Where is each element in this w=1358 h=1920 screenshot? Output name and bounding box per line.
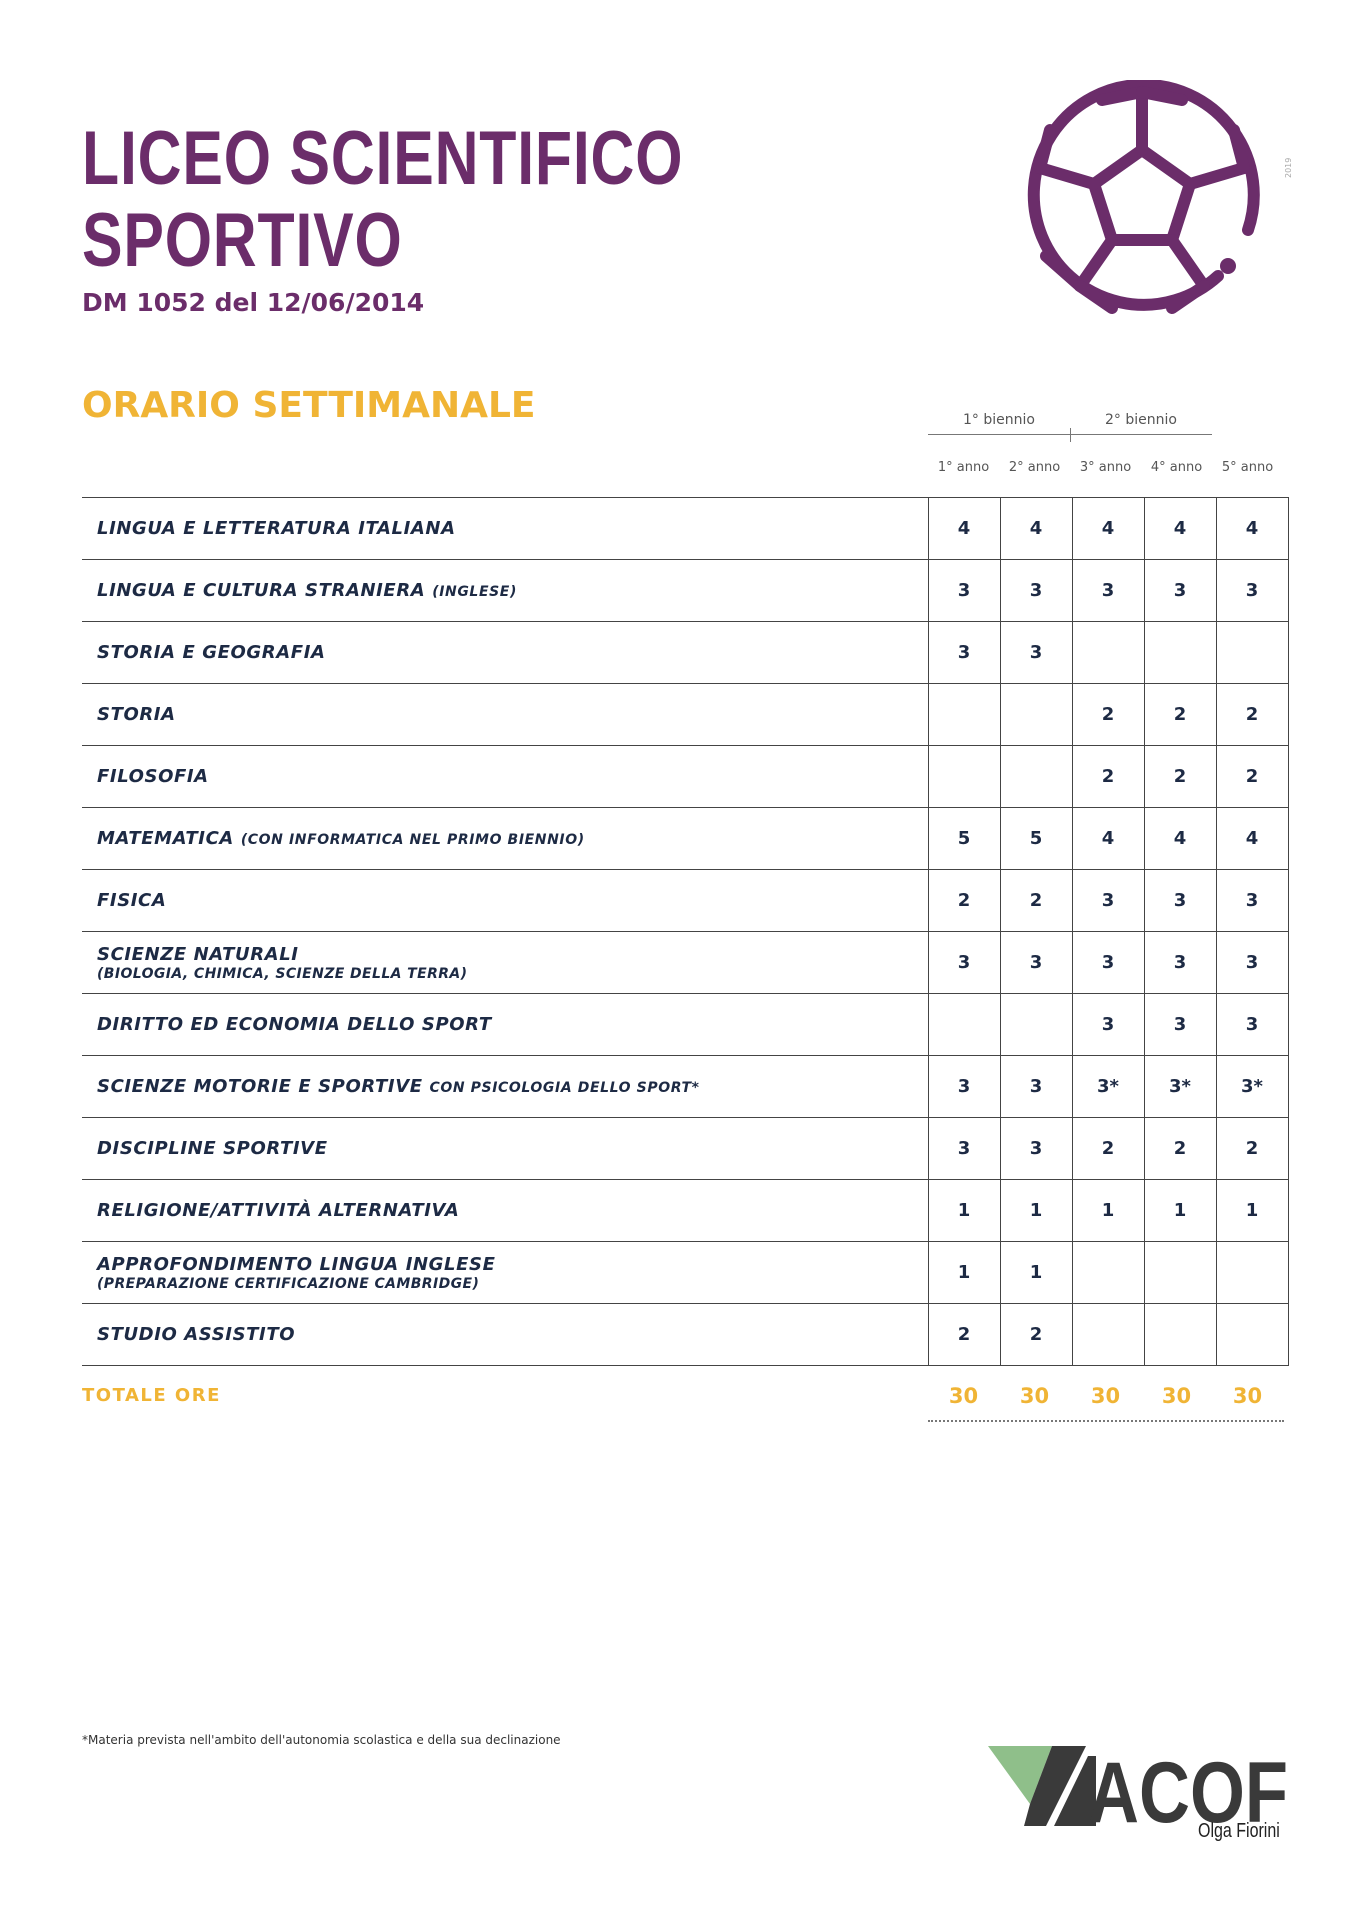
hours-cell: 3 [1216, 932, 1288, 994]
subject-name: FISICA [97, 890, 167, 911]
hours-cell: 2 [1000, 870, 1072, 932]
table-row [82, 560, 1288, 622]
subject-name: LINGUA E CULTURA STRANIERA [97, 580, 426, 601]
side-credit-text: 2019 [1284, 157, 1293, 178]
hours-cell: 2 [928, 870, 1000, 932]
footnote: *Materia prevista nell'ambito dell'autonomia scolastica e della sua declinazione [82, 1733, 561, 1747]
hours-cell: 4 [1144, 808, 1216, 870]
logo-subtitle: Olga Fiorini [1198, 1820, 1280, 1842]
subject-cell [82, 1118, 928, 1180]
total-value: 30 [1232, 1384, 1263, 1408]
page-title [82, 118, 683, 282]
hours-cell: 3 [928, 622, 1000, 684]
decree-subtitle: DM 1052 del 12/06/2014 [82, 288, 425, 317]
hours-cell: 2 [1000, 1304, 1072, 1366]
table-row [82, 1180, 1288, 1242]
hours-cell: 3 [1000, 1056, 1072, 1118]
hours-cell: 2 [1144, 1118, 1216, 1180]
table-row [82, 932, 1288, 994]
hours-cell: 2 [1072, 1118, 1144, 1180]
year-header-2: 2° anno [1008, 460, 1061, 475]
subject-name: STUDIO ASSISTITO [97, 1324, 296, 1345]
hours-cell: 4 [1216, 808, 1288, 870]
hours-cell [1000, 746, 1072, 808]
hours-cell: 1 [1144, 1180, 1216, 1242]
total-value: 30 [948, 1384, 979, 1408]
hours-cell [1216, 622, 1288, 684]
table-row [82, 808, 1288, 870]
table-row [82, 1056, 1288, 1118]
hours-cell: 2 [928, 1304, 1000, 1366]
subject-cell [82, 622, 928, 684]
hours-cell: 3 [928, 932, 1000, 994]
hours-cell: 3 [1072, 870, 1144, 932]
subject-cell [82, 808, 928, 870]
subject-cell [82, 1242, 928, 1304]
subject-note: (PREPARAZIONE CERTIFICAZIONE CAMBRIDGE) [97, 1275, 480, 1292]
hours-cell [928, 746, 1000, 808]
table-row [82, 1242, 1288, 1304]
subject-cell [82, 746, 928, 808]
hours-cell [928, 684, 1000, 746]
hours-cell: 4 [1216, 498, 1288, 560]
subject-cell [82, 1056, 928, 1118]
hours-cell: 2 [1144, 684, 1216, 746]
table-row [82, 622, 1288, 684]
table-row [82, 498, 1288, 560]
subject-note: (BIOLOGIA, CHIMICA, SCIENZE DELLA TERRA) [97, 965, 468, 982]
schedule-table [82, 497, 1289, 1366]
subject-cell [82, 870, 928, 932]
hours-cell: 1 [928, 1242, 1000, 1304]
total-value: 30 [1161, 1384, 1192, 1408]
hours-cell: 2 [1072, 746, 1144, 808]
subject-cell [82, 1304, 928, 1366]
hours-cell [1144, 622, 1216, 684]
hours-cell [1072, 1242, 1144, 1304]
table-row [82, 746, 1288, 808]
hours-cell: 5 [1000, 808, 1072, 870]
subject-name: STORIA E GEOGRAFIA [97, 642, 326, 663]
hours-cell [1144, 1242, 1216, 1304]
group-label-2: 2° biennio [1105, 412, 1177, 428]
table-row [82, 1118, 1288, 1180]
hours-cell: 3 [1144, 994, 1216, 1056]
year-header-3: 3° anno [1079, 460, 1132, 475]
hours-cell: 3 [1000, 622, 1072, 684]
subject-extra: CON PSICOLOGIA DELLO SPORT* [429, 1080, 700, 1096]
hours-cell: 1 [1072, 1180, 1144, 1242]
year-header-1: 1° anno [937, 460, 990, 475]
year-header-4: 4° anno [1150, 460, 1203, 475]
subject-cell [82, 932, 928, 994]
subject-name: STORIA [97, 704, 176, 725]
table-row [82, 994, 1288, 1056]
hours-cell: 3* [1144, 1056, 1216, 1118]
hours-cell: 3 [1144, 870, 1216, 932]
hours-cell [1000, 994, 1072, 1056]
subject-name: DIRITTO ED ECONOMIA DELLO SPORT [97, 1014, 492, 1035]
hours-cell: 1 [1000, 1242, 1072, 1304]
total-value: 30 [1019, 1384, 1050, 1408]
table-row [82, 1304, 1288, 1366]
section-title: ORARIO SETTIMANALE [82, 385, 536, 426]
hours-cell [928, 994, 1000, 1056]
hours-cell: 4 [1144, 498, 1216, 560]
hours-cell: 2 [1216, 684, 1288, 746]
subject-cell [82, 1180, 928, 1242]
hours-cell: 4 [1000, 498, 1072, 560]
total-value: 30 [1090, 1384, 1121, 1408]
hours-cell [1144, 1304, 1216, 1366]
hours-cell: 5 [928, 808, 1000, 870]
subject-name: APPROFONDIMENTO LINGUA INGLESE [97, 1253, 496, 1275]
subject-name: SCIENZE MOTORIE E SPORTIVE [97, 1076, 423, 1097]
hours-cell: 3 [1000, 1118, 1072, 1180]
hours-cell [1072, 1304, 1144, 1366]
subject-cell [82, 560, 928, 622]
hours-cell: 3 [928, 1118, 1000, 1180]
hours-cell: 2 [1072, 684, 1144, 746]
hours-cell: 3* [1216, 1056, 1288, 1118]
logo-wordmark: ACOF [1088, 1745, 1288, 1841]
subject-cell [82, 684, 928, 746]
hours-cell: 2 [1216, 1118, 1288, 1180]
hours-cell: 1 [1216, 1180, 1288, 1242]
hours-cell: 3 [1216, 560, 1288, 622]
hours-cell [1216, 1304, 1288, 1366]
hours-cell: 3 [1144, 560, 1216, 622]
year-header-5: 5° anno [1221, 460, 1274, 475]
hours-cell [1216, 1242, 1288, 1304]
hours-cell: 4 [1072, 498, 1144, 560]
hours-cell: 1 [1000, 1180, 1072, 1242]
subject-extra: (INGLESE) [432, 584, 517, 600]
hours-cell: 4 [928, 498, 1000, 560]
hours-cell: 3 [1072, 560, 1144, 622]
hours-cell: 3 [928, 1056, 1000, 1118]
hours-cell: 3 [1000, 560, 1072, 622]
hours-cell: 3* [1072, 1056, 1144, 1118]
hours-cell: 3 [1144, 932, 1216, 994]
table-row [82, 684, 1288, 746]
hours-cell: 2 [1144, 746, 1216, 808]
hours-cell: 3 [1216, 870, 1288, 932]
soccer-ball-icon [1022, 80, 1262, 320]
hours-cell: 1 [928, 1180, 1000, 1242]
subject-cell [82, 498, 928, 560]
hours-cell [1000, 684, 1072, 746]
hours-cell: 2 [1216, 746, 1288, 808]
title-line-1: LICEO SCIENTIFICO [82, 116, 684, 201]
group-label-1: 1° biennio [963, 412, 1035, 428]
hours-cell: 3 [928, 560, 1000, 622]
hours-cell: 4 [1072, 808, 1144, 870]
hours-cell: 3 [1000, 932, 1072, 994]
hours-cell: 3 [1072, 994, 1144, 1056]
total-row [928, 1374, 1284, 1422]
hours-cell: 3 [1072, 932, 1144, 994]
title-line-2: SPORTIVO [82, 198, 403, 283]
subject-cell [82, 994, 928, 1056]
table-row [82, 870, 1288, 932]
subject-name: DISCIPLINE SPORTIVE [97, 1138, 328, 1159]
subject-extra: (CON INFORMATICA NEL PRIMO BIENNIO) [240, 832, 585, 848]
subject-name: FILOSOFIA [97, 766, 209, 787]
total-label: TOTALE ORE [82, 1385, 221, 1406]
subject-name: RELIGIONE/ATTIVITÀ ALTERNATIVA [97, 1200, 460, 1221]
subject-name: LINGUA E LETTERATURA ITALIANA [97, 518, 456, 539]
subject-name: MATEMATICA [97, 828, 234, 849]
group-separator [1070, 428, 1071, 442]
hours-cell: 3 [1216, 994, 1288, 1056]
subject-name: SCIENZE NATURALI [97, 943, 299, 965]
hours-cell [1072, 622, 1144, 684]
